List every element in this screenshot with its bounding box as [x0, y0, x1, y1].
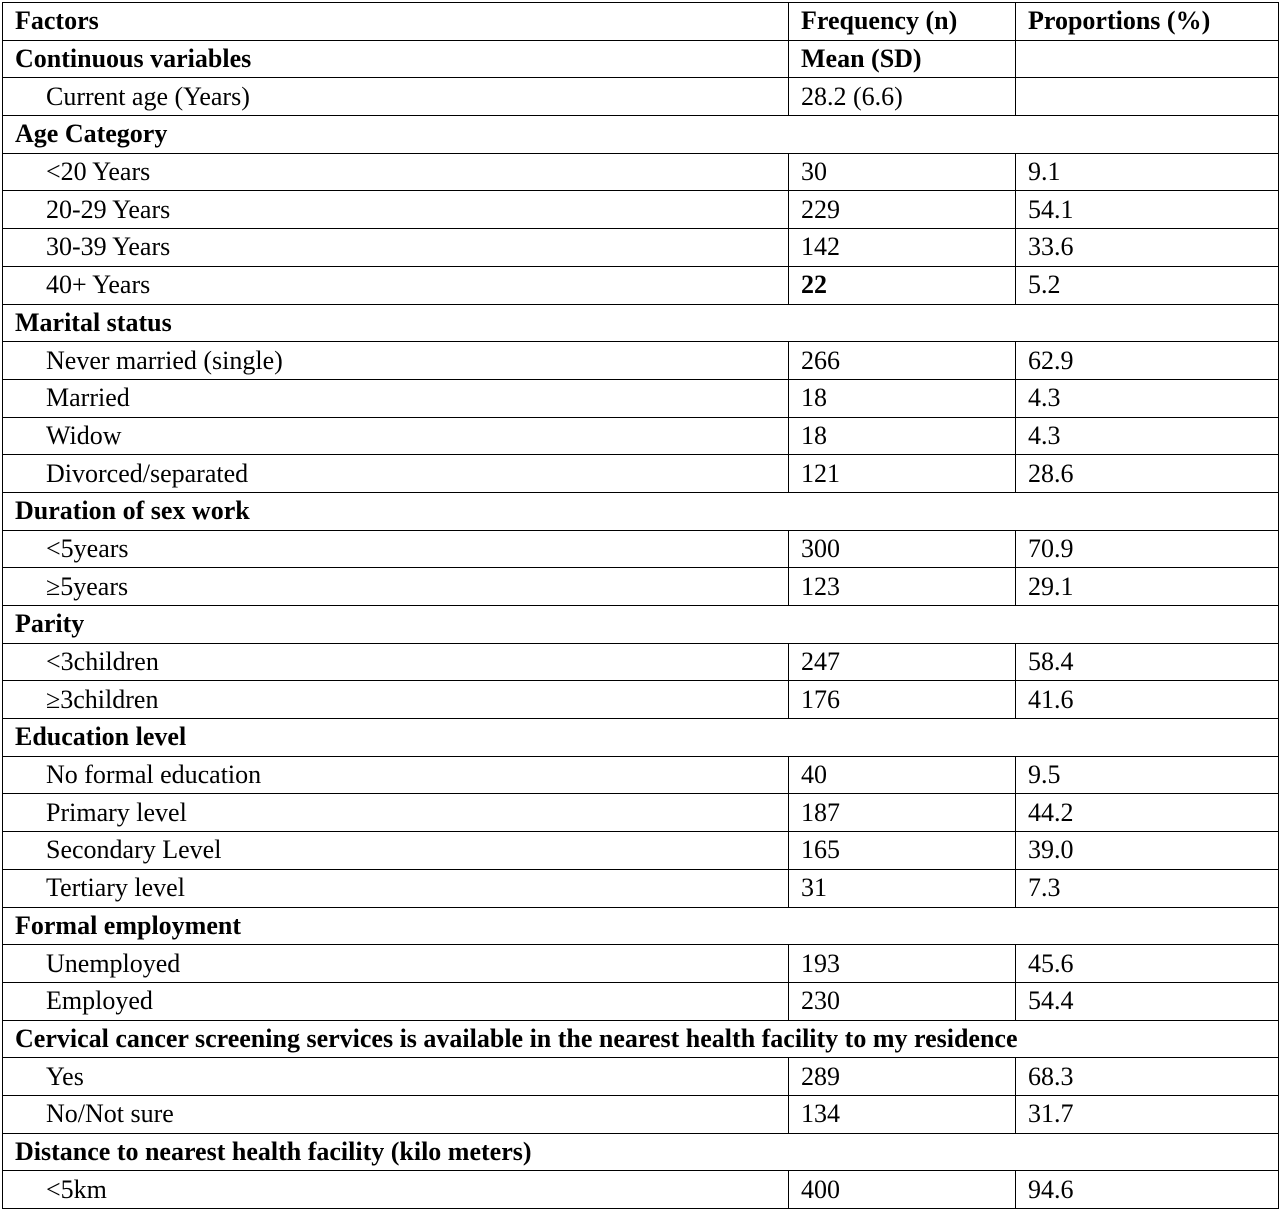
header-factors: Factors: [3, 3, 789, 41]
row-proportion: 62.9: [1016, 342, 1279, 380]
row-label: Divorced/separated: [3, 455, 789, 493]
row-proportion: 29.1: [1016, 568, 1279, 606]
section-title: Cervical cancer screening services is available in the nearest health facility to my residence: [3, 1020, 1279, 1058]
row-frequency: 193: [789, 945, 1016, 983]
section-title: Parity: [3, 606, 1279, 644]
section-title: Distance to nearest health facility (kilo meters): [3, 1133, 1279, 1171]
section-title: Age Category: [3, 116, 1279, 154]
row-label: 30-39 Years: [3, 229, 789, 267]
table-row: [3, 1171, 1279, 1209]
row-proportion: 39.0: [1016, 832, 1279, 870]
row-proportion: 45.6: [1016, 945, 1279, 983]
row-frequency: 22: [789, 266, 1016, 304]
table-row: [3, 342, 1279, 380]
row-proportion: 5.2: [1016, 266, 1279, 304]
section-title: Continuous variables: [3, 40, 789, 78]
row-proportion: 9.5: [1016, 756, 1279, 794]
table-row: [3, 982, 1279, 1020]
table-container: [2, 2, 1279, 1209]
row-label: <5years: [3, 530, 789, 568]
table-row: [3, 379, 1279, 417]
row-frequency: 300: [789, 530, 1016, 568]
table-row: [3, 229, 1279, 267]
section-row: [3, 116, 1279, 154]
row-proportion: [1016, 78, 1279, 116]
row-proportion: 9.1: [1016, 153, 1279, 191]
section-row: [3, 492, 1279, 530]
section-title: Marital status: [3, 304, 1279, 342]
row-proportion: 58.4: [1016, 643, 1279, 681]
section-row: [3, 719, 1279, 757]
row-label: Yes: [3, 1058, 789, 1096]
row-frequency: 31: [789, 869, 1016, 907]
table-row: [3, 417, 1279, 455]
row-frequency: 142: [789, 229, 1016, 267]
row-frequency: 230: [789, 982, 1016, 1020]
table-row: [3, 153, 1279, 191]
table-row: [3, 794, 1279, 832]
row-frequency: 18: [789, 417, 1016, 455]
row-frequency: 176: [789, 681, 1016, 719]
row-proportion: 4.3: [1016, 417, 1279, 455]
row-proportion: 31.7: [1016, 1095, 1279, 1133]
table-row: [3, 455, 1279, 493]
row-frequency: 30: [789, 153, 1016, 191]
row-label: Employed: [3, 982, 789, 1020]
table-row: [3, 266, 1279, 304]
row-frequency: 247: [789, 643, 1016, 681]
section-title: Formal employment: [3, 907, 1279, 945]
table-row: [3, 756, 1279, 794]
row-proportion: 7.3: [1016, 869, 1279, 907]
section-row: [3, 1020, 1279, 1058]
row-frequency: 289: [789, 1058, 1016, 1096]
row-label: Primary level: [3, 794, 789, 832]
factors-table: [2, 2, 1279, 1209]
row-proportion: 94.6: [1016, 1171, 1279, 1209]
empty-cell: [1016, 40, 1279, 78]
header-proportions: Proportions (%): [1016, 3, 1279, 41]
row-frequency: 121: [789, 455, 1016, 493]
section-row: [3, 304, 1279, 342]
row-label: ≥5years: [3, 568, 789, 606]
row-label: Widow: [3, 417, 789, 455]
row-proportion: 44.2: [1016, 794, 1279, 832]
row-label: Unemployed: [3, 945, 789, 983]
section-row: [3, 1133, 1279, 1171]
row-label: No formal education: [3, 756, 789, 794]
row-label: 20-29 Years: [3, 191, 789, 229]
row-frequency: 400: [789, 1171, 1016, 1209]
row-proportion: 33.6: [1016, 229, 1279, 267]
row-label: 40+ Years: [3, 266, 789, 304]
row-frequency: 18: [789, 379, 1016, 417]
row-frequency: 229: [789, 191, 1016, 229]
row-frequency: 266: [789, 342, 1016, 380]
row-proportion: 41.6: [1016, 681, 1279, 719]
section-row: [3, 606, 1279, 644]
row-frequency: 28.2 (6.6): [789, 78, 1016, 116]
row-frequency: 165: [789, 832, 1016, 870]
table-row: [3, 945, 1279, 983]
row-label: Secondary Level: [3, 832, 789, 870]
table-row: [3, 832, 1279, 870]
section-title: Education level: [3, 719, 1279, 757]
row-label: <20 Years: [3, 153, 789, 191]
row-frequency: 40: [789, 756, 1016, 794]
row-label: Current age (Years): [3, 78, 789, 116]
row-proportion: 4.3: [1016, 379, 1279, 417]
row-label: Never married (single): [3, 342, 789, 380]
row-frequency: 187: [789, 794, 1016, 832]
row-label: Tertiary level: [3, 869, 789, 907]
table-row: [3, 869, 1279, 907]
row-proportion: 54.4: [1016, 982, 1279, 1020]
table-row: [3, 530, 1279, 568]
row-label: Married: [3, 379, 789, 417]
row-frequency: 134: [789, 1095, 1016, 1133]
header-row: [3, 3, 1279, 41]
row-proportion: 54.1: [1016, 191, 1279, 229]
table-row: [3, 568, 1279, 606]
section-title: Duration of sex work: [3, 492, 1279, 530]
table-header: [3, 3, 1279, 41]
header-frequency: Frequency (n): [789, 3, 1016, 41]
table-row: [3, 1058, 1279, 1096]
row-proportion: 70.9: [1016, 530, 1279, 568]
section-col2-label: Mean (SD): [789, 40, 1016, 78]
table-row: [3, 191, 1279, 229]
table-row: [3, 1095, 1279, 1133]
row-proportion: 68.3: [1016, 1058, 1279, 1096]
section-row: [3, 40, 1279, 78]
table-row: [3, 78, 1279, 116]
row-label: ≥3children: [3, 681, 789, 719]
table-row: [3, 643, 1279, 681]
table-body: [3, 40, 1279, 1208]
table-row: [3, 681, 1279, 719]
row-label: <5km: [3, 1171, 789, 1209]
section-row: [3, 907, 1279, 945]
row-proportion: 28.6: [1016, 455, 1279, 493]
row-label: <3children: [3, 643, 789, 681]
row-label: No/Not sure: [3, 1095, 789, 1133]
row-frequency: 123: [789, 568, 1016, 606]
